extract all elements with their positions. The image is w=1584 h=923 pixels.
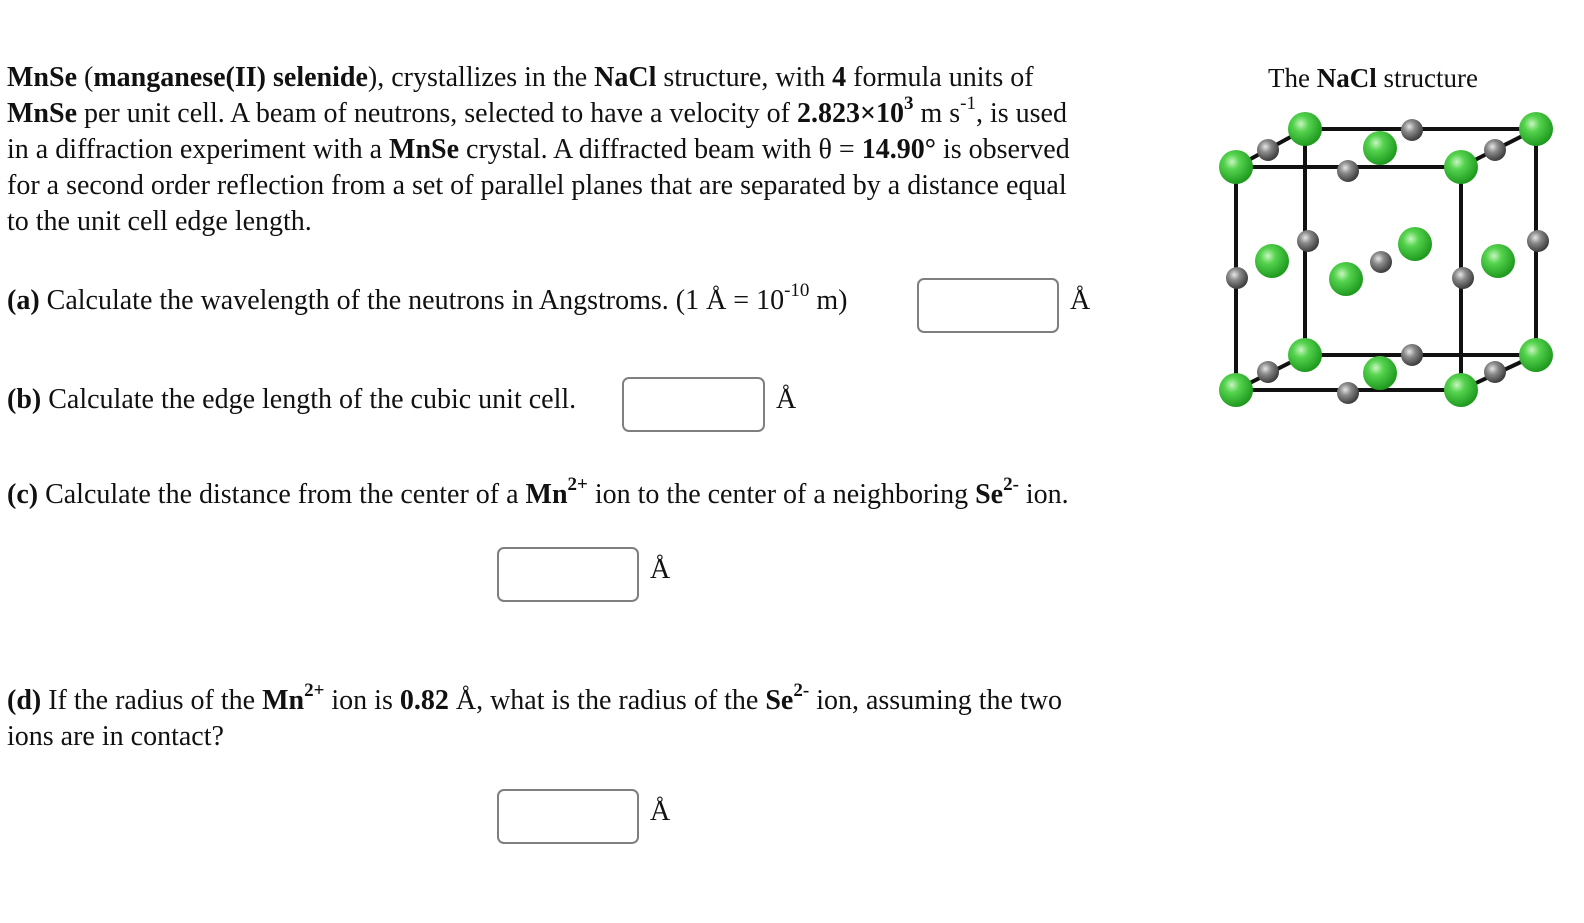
part-d-question: (d) If the radius of the $Mn^{2+}$ ion is 0.82 Å, what is the radius of the $Se^{2-}$ ion, assuming the two ions are in contact?: [7, 679, 1062, 752]
large-ion: [1219, 373, 1253, 407]
large-ion: [1363, 131, 1397, 165]
small-ion: [1527, 230, 1549, 252]
part-a-unit: Å: [1070, 285, 1091, 316]
problem-intro: [7, 60, 1070, 240]
intro-line-4: for a second order reflection from a set of parallel planes that are separated by a distance equal: [7, 170, 1067, 201]
large-ion: [1398, 227, 1432, 261]
part-c-unit: Å: [650, 554, 671, 585]
part-b-question: (b) Calculate the edge length of the cubic unit cell.: [7, 384, 577, 415]
intro-line-1: MnSe (manganese(II) selenide), crystallizes in the NaCl structure, with 4 formula units of: [7, 62, 1034, 93]
part-b-answer-input[interactable]: [622, 377, 765, 432]
intro-line-5: to the unit cell edge length.: [7, 206, 312, 237]
part-a-question: (a) Calculate the wavelength of the neutrons in Angstroms. (1 Å = $10^{-10}$ m): [7, 279, 848, 316]
small-ion: [1337, 160, 1359, 182]
large-ion: [1444, 150, 1478, 184]
large-ion: [1363, 356, 1397, 390]
small-ion: [1452, 267, 1474, 289]
small-ion: [1337, 382, 1359, 404]
part-d-answer-input[interactable]: [497, 789, 639, 844]
large-ion: [1329, 262, 1363, 296]
small-ion: [1257, 361, 1279, 383]
small-ion: [1257, 139, 1279, 161]
part-c-question: (c) Calculate the distance from the center of a $Mn^{2+}$ ion to the center of a neighboring $Se^{2-}$ ion.: [7, 473, 1069, 510]
large-ion: [1519, 112, 1553, 146]
small-ion: [1484, 139, 1506, 161]
nacl-unit-cell-diagram: [1205, 105, 1560, 415]
intro-line-2: MnSe per unit cell. A beam of neutrons, selected to have a velocity of $2.823\times 10^3$ m $s^{-1}$, is used: [7, 92, 1067, 129]
large-ion: [1444, 373, 1478, 407]
large-ion: [1288, 338, 1322, 372]
part-b-unit: Å: [776, 384, 797, 415]
large-ion: [1255, 244, 1289, 278]
small-ion: [1401, 119, 1423, 141]
part-d-unit: Å: [650, 796, 671, 827]
small-ion: [1226, 267, 1248, 289]
part-c-answer-input[interactable]: [497, 547, 639, 602]
small-ion: [1370, 251, 1392, 273]
large-ion: [1481, 244, 1515, 278]
part-a-answer-input[interactable]: [917, 278, 1059, 333]
large-ion: [1519, 338, 1553, 372]
large-ion: [1288, 112, 1322, 146]
small-ion: [1484, 361, 1506, 383]
figure-title: The NaCl structure: [1268, 63, 1478, 93]
intro-line-3: in a diffraction experiment with a MnSe crystal. A diffracted beam with θ = 14.90° is observed: [7, 134, 1070, 165]
small-ion: [1297, 230, 1319, 252]
small-ion: [1401, 344, 1423, 366]
large-ion: [1219, 150, 1253, 184]
